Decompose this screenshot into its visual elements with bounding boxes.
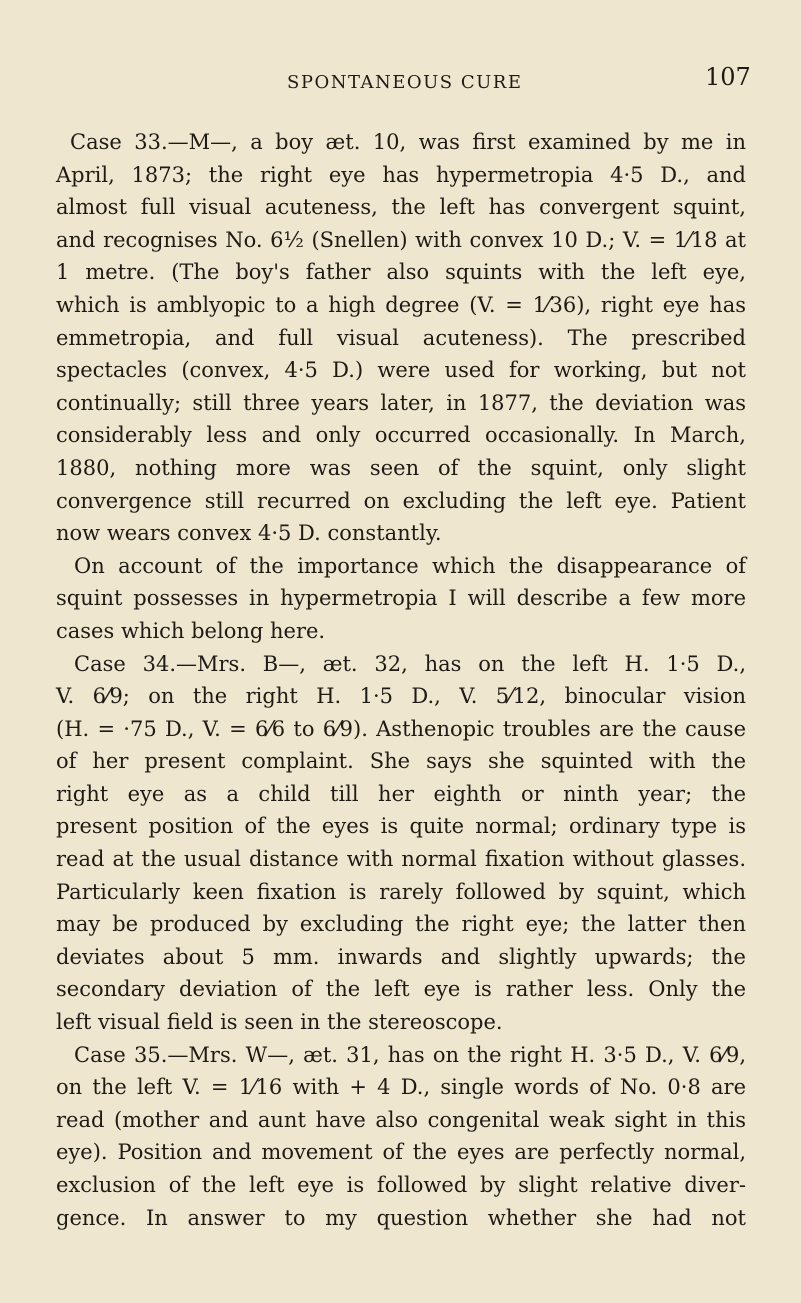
text-line: read (mother and aunt have also congenital weak sight in this [56, 1107, 746, 1132]
text-line: left visual field is seen in the stereoscope. [56, 1010, 503, 1035]
text-line: exclusion of the left eye is followed by slight relative diver- [56, 1173, 746, 1197]
text-line: on the left V. = 1⁄16 with + 4 D., single words of No. 0·8 are [56, 1075, 746, 1100]
text-line: read at the usual distance with normal fixation without glasses. [56, 847, 746, 872]
text-line: 1880, nothing more was seen of the squint, only slight [56, 455, 746, 480]
page-number: 107 [705, 63, 751, 91]
text-line: Particularly keen fixation is rarely followed by squint, which [56, 879, 746, 904]
text-line: which is amblyopic to a high degree (V. = 1⁄36), right eye has [56, 292, 746, 317]
running-title: SPONTANEOUS CURE [287, 72, 523, 93]
text-line: may be produced by excluding the right eye; the latter then [56, 912, 746, 937]
text-line: secondary deviation of the left eye is rather less. Only the [56, 977, 746, 1002]
text-line: deviates about 5 mm. inwards and slightly upwards; the [56, 944, 746, 969]
text-line: considerably less and only occurred occasionally. In March, [56, 423, 746, 448]
running-head [0, 63, 801, 110]
text-line: spectacles (convex, 4·5 D.) were used for working, but not [56, 358, 746, 383]
text-line: April, 1873; the right eye has hypermetropia 4·5 D., and [56, 162, 746, 187]
text-line: squint possesses in hypermetropia I will describe a few more [56, 586, 746, 611]
text-line: (H. = ·75 D., V. = 6⁄6 to 6⁄9). Asthenopic troubles are the cause [56, 716, 746, 741]
text-line: cases which belong here. [56, 618, 326, 643]
text-line: 1 metre. (The boy's father also squints with the left eye, [56, 260, 746, 285]
text-line: and recognises No. 6½ (Snellen) with convex 10 D.; V. = 1⁄18 at [56, 227, 746, 252]
text-line: convergence still recurred on excluding the left eye. Patient [56, 488, 746, 513]
text-line: Case 35.—Mrs. W—, æt. 31, has on the right H. 3·5 D., V. 6⁄9, [74, 1042, 746, 1067]
text-line: present position of the eyes is quite normal; ordinary type is [56, 814, 746, 839]
text-line: of her present complaint. She says she squinted with the [56, 749, 746, 774]
text-line: On account of the importance which the disappearance of [74, 553, 746, 578]
text-line: V. 6⁄9; on the right H. 1·5 D., V. 5⁄12, binocular vision [56, 684, 746, 709]
body-text [56, 126, 746, 1234]
text-line: eye). Position and movement of the eyes are perfectly normal, [56, 1140, 746, 1165]
text-line: Case 34.—Mrs. B—, æt. 32, has on the left H. 1·5 D., [74, 651, 746, 676]
text-line: continually; still three years later, in 1877, the deviation was [56, 390, 746, 415]
text-line: now wears convex 4·5 D. constantly. [56, 521, 442, 546]
text-line: gence. In answer to my question whether she had not [56, 1205, 746, 1230]
text-line: almost full visual acuteness, the left has convergent squint, [56, 195, 746, 220]
text-line: right eye as a child till her eighth or ninth year; the [56, 781, 746, 806]
text-line: Case 33.—M—, a boy æt. 10, was first examined by me in [70, 130, 746, 154]
text-line: emmetropia, and full visual acuteness). The prescribed [56, 325, 746, 350]
